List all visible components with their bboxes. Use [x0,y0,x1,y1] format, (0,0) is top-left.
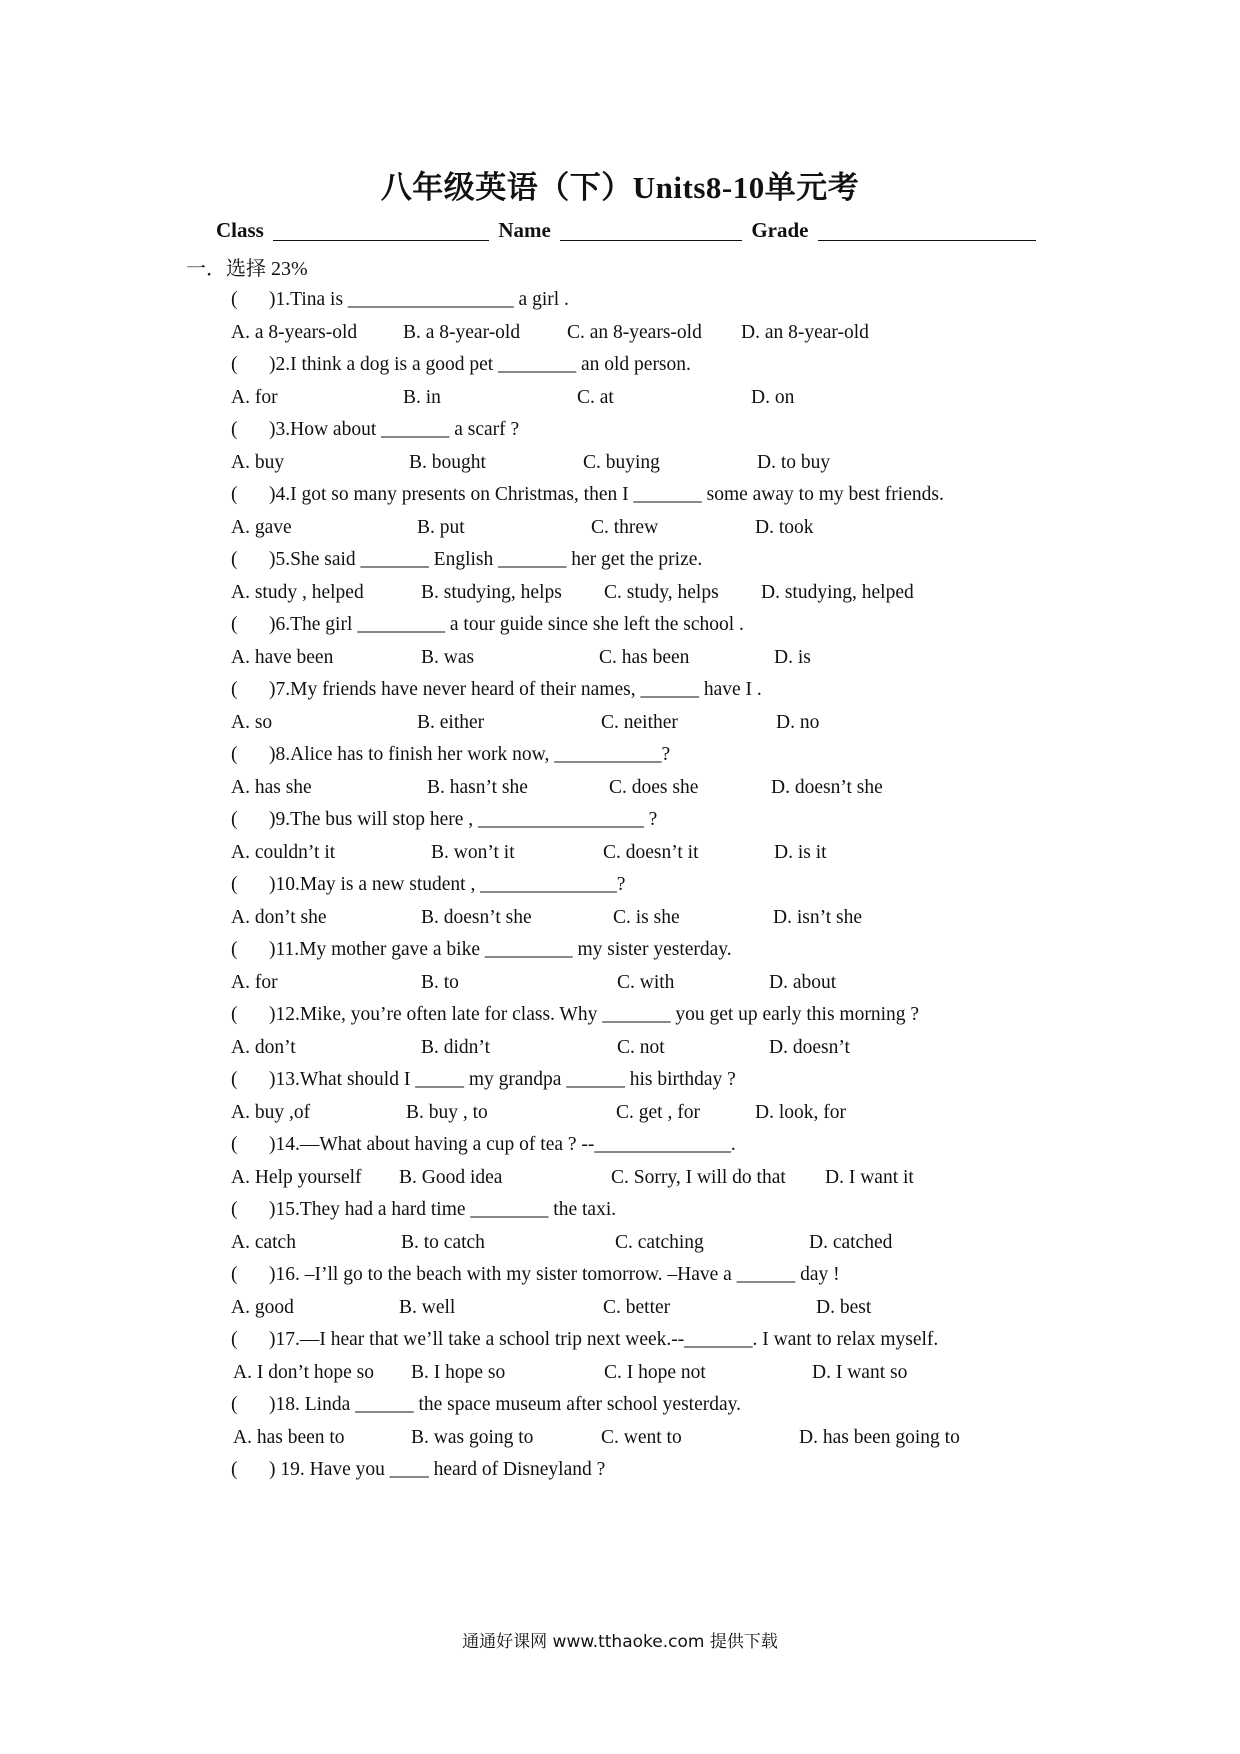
answer-bracket: ( [231,289,238,310]
question-19 [231,1454,1071,1487]
question-stem: )13.What should I _____ my grandpa ______ his birthday ? [269,1069,736,1090]
question-17 [231,1324,1071,1357]
option-a: A. for [231,971,278,993]
grade-label: Grade [751,218,809,242]
option-c: C. buying [583,451,660,473]
question-10 [231,869,1071,902]
question-stem: )12.Mike, you’re often late for class. Why _______ you get up early this morning ? [269,1004,920,1025]
answer-bracket: ( [231,614,238,635]
answer-bracket: ( [231,1199,238,1220]
option-b: B. well [399,1296,456,1318]
question-5 [231,544,1071,577]
page-title: 八年级英语（下）Units8-10单元考 [380,170,860,205]
option-d: D. an 8-year-old [741,321,869,343]
option-b: B. to [421,971,459,993]
option-a: A. for [231,386,278,408]
option-a: A. catch [231,1231,296,1253]
option-c: C. doesn’t it [603,841,699,863]
option-a: A. have been [231,646,334,668]
answer-bracket: ( [231,874,238,895]
option-d: D. is it [774,841,827,863]
options-row [231,512,1071,545]
options-row [231,1032,1071,1065]
question-7 [231,674,1071,707]
option-b: B. was going to [411,1426,534,1448]
option-d: D. has been going to [799,1426,960,1448]
question-stem: )17.—I hear that we’ll take a school trip next week.--_______. I want to relax myself. [269,1329,939,1350]
option-d: D. I want it [825,1166,914,1188]
question-stem: )11.My mother gave a bike _________ my sister yesterday. [269,939,732,960]
options-row [231,577,1071,610]
option-a: A. couldn’t it [231,841,336,863]
option-b: B. didn’t [421,1036,490,1058]
question-13 [231,1064,1071,1097]
answer-bracket: ( [231,1394,238,1415]
option-a: A. Help yourself [231,1166,362,1188]
answer-bracket: ( [231,1004,238,1025]
option-a: A. buy [231,451,285,473]
option-a: A. don’t [231,1036,296,1058]
option-a: A. buy ,of [231,1101,311,1123]
question-6 [231,609,1071,642]
question-stem: )2.I think a dog is a good pet ________ an old person. [269,354,691,375]
question-18 [231,1389,1071,1422]
option-c: C. has been [599,646,690,668]
options-row [231,1162,1071,1195]
options-row [231,1227,1071,1260]
question-stem: )5.She said _______ English _______ her get the prize. [269,549,703,570]
question-stem: )4.I got so many presents on Christmas, then I _______ some away to my best friends. [269,484,944,505]
options-row [231,1422,1071,1455]
answer-bracket: ( [231,939,238,960]
option-b: B. doesn’t she [421,906,532,928]
option-c: C. I hope not [604,1361,706,1383]
option-b: B. hasn’t she [427,776,528,798]
answer-bracket: ( [231,1459,238,1480]
option-d: D. isn’t she [773,906,863,928]
option-d: D. no [776,711,820,733]
option-d: D. catched [809,1231,893,1253]
question-2 [231,349,1071,382]
option-b: B. I hope so [411,1361,506,1383]
option-d: D. about [769,971,837,993]
option-d: D. doesn’t [769,1036,850,1058]
option-d: D. look, for [755,1101,846,1123]
option-b: B. put [417,516,465,538]
option-b: B. won’t it [431,841,515,863]
question-12 [231,999,1071,1032]
answer-bracket: ( [231,419,238,440]
option-c: C. not [617,1036,665,1058]
question-stem: )16. –I’ll go to the beach with my sister tomorrow. –Have a ______ day ! [269,1264,840,1285]
name-blank [560,220,742,241]
class-blank [273,220,489,241]
answer-bracket: ( [231,1069,238,1090]
question-9 [231,804,1071,837]
option-c: C. is she [613,906,680,928]
options-row [231,902,1071,935]
answer-bracket: ( [231,484,238,505]
option-a: A. I don’t hope so [233,1361,375,1383]
answer-bracket: ( [231,744,238,765]
name-label: Name [498,218,551,242]
answer-bracket: ( [231,549,238,570]
question-stem: )3.How about _______ a scarf ? [269,419,520,440]
options-row [231,1357,1071,1390]
option-a: A. a 8-years-old [231,321,358,343]
option-c: C. does she [609,776,699,798]
option-c: C. went to [601,1426,682,1448]
option-c: C. an 8-years-old [567,321,702,343]
option-d: D. on [751,386,795,408]
question-stem: )18. Linda ______ the space museum after school yesterday. [269,1394,742,1415]
option-d: D. to buy [757,451,831,473]
class-label: Class [216,218,264,242]
question-3 [231,414,1071,447]
question-16 [231,1259,1071,1292]
option-d: D. took [755,516,814,538]
option-d: D. I want so [812,1361,908,1383]
answer-bracket: ( [231,1329,238,1350]
answer-bracket: ( [231,1134,238,1155]
question-stem: )8.Alice has to finish her work now, ___________? [269,744,671,765]
option-c: C. study, helps [604,581,719,603]
option-b: B. in [403,386,441,408]
question-stem: )6.The girl _________ a tour guide since she left the school . [269,614,744,635]
option-b: B. a 8-year-old [403,321,521,343]
option-c: C. threw [591,516,659,538]
option-b: B. bought [409,451,486,473]
question-stem: ) 19. Have you ____ heard of Disneyland ? [269,1459,606,1480]
answer-bracket: ( [231,354,238,375]
option-b: B. Good idea [399,1166,503,1188]
question-14 [231,1129,1071,1162]
question-4 [231,479,1071,512]
options-row [231,382,1071,415]
answer-bracket: ( [231,809,238,830]
answer-bracket: ( [231,1264,238,1285]
option-a: A. has she [231,776,312,798]
options-row [231,1097,1071,1130]
question-stem: )15.They had a hard time ________ the taxi. [269,1199,617,1220]
option-a: A. good [231,1296,294,1318]
option-c: C. with [617,971,675,993]
question-stem: )14.—What about having a cup of tea ? --______________. [269,1134,736,1155]
options-row [231,1292,1071,1325]
question-list [231,284,1071,1487]
option-d: D. doesn’t she [771,776,883,798]
options-row [231,772,1071,805]
option-d: D. is [774,646,811,668]
options-row [231,707,1071,740]
student-info-row [216,218,1040,243]
option-b: B. either [417,711,485,733]
option-b: B. studying, helps [421,581,562,603]
option-d: D. best [816,1296,872,1318]
question-1 [231,284,1071,317]
section-title: 一．选择 23% [186,258,308,280]
option-a: A. has been to [233,1426,345,1448]
question-15 [231,1194,1071,1227]
option-c: C. better [603,1296,671,1318]
question-stem: )1.Tina is _________________ a girl . [269,289,569,310]
question-11 [231,934,1071,967]
option-b: B. buy , to [406,1101,488,1123]
option-c: C. get , for [616,1101,700,1123]
option-a: A. gave [231,516,292,538]
option-a: A. so [231,711,273,733]
option-d: D. studying, helped [761,581,914,603]
question-stem: )10.May is a new student , ______________? [269,874,626,895]
options-row [231,967,1071,1000]
option-c: C. Sorry, I will do that [611,1166,786,1188]
option-c: C. catching [615,1231,704,1253]
question-8 [231,739,1071,772]
options-row [231,447,1071,480]
answer-bracket: ( [231,679,238,700]
question-stem: )9.The bus will stop here , _________________ ? [269,809,658,830]
footer-text: 通通好课网 www.tthaoke.com 提供下载 [462,1632,778,1652]
question-stem: )7.My friends have never heard of their names, ______ have I . [269,679,762,700]
options-row [231,317,1071,350]
option-c: C. at [577,386,614,408]
option-b: B. to catch [401,1231,485,1253]
option-a: A. don’t she [231,906,327,928]
option-b: B. was [421,646,475,668]
grade-blank [818,220,1036,241]
options-row [231,837,1071,870]
option-a: A. study , helped [231,581,364,603]
option-c: C. neither [601,711,678,733]
options-row [231,642,1071,675]
